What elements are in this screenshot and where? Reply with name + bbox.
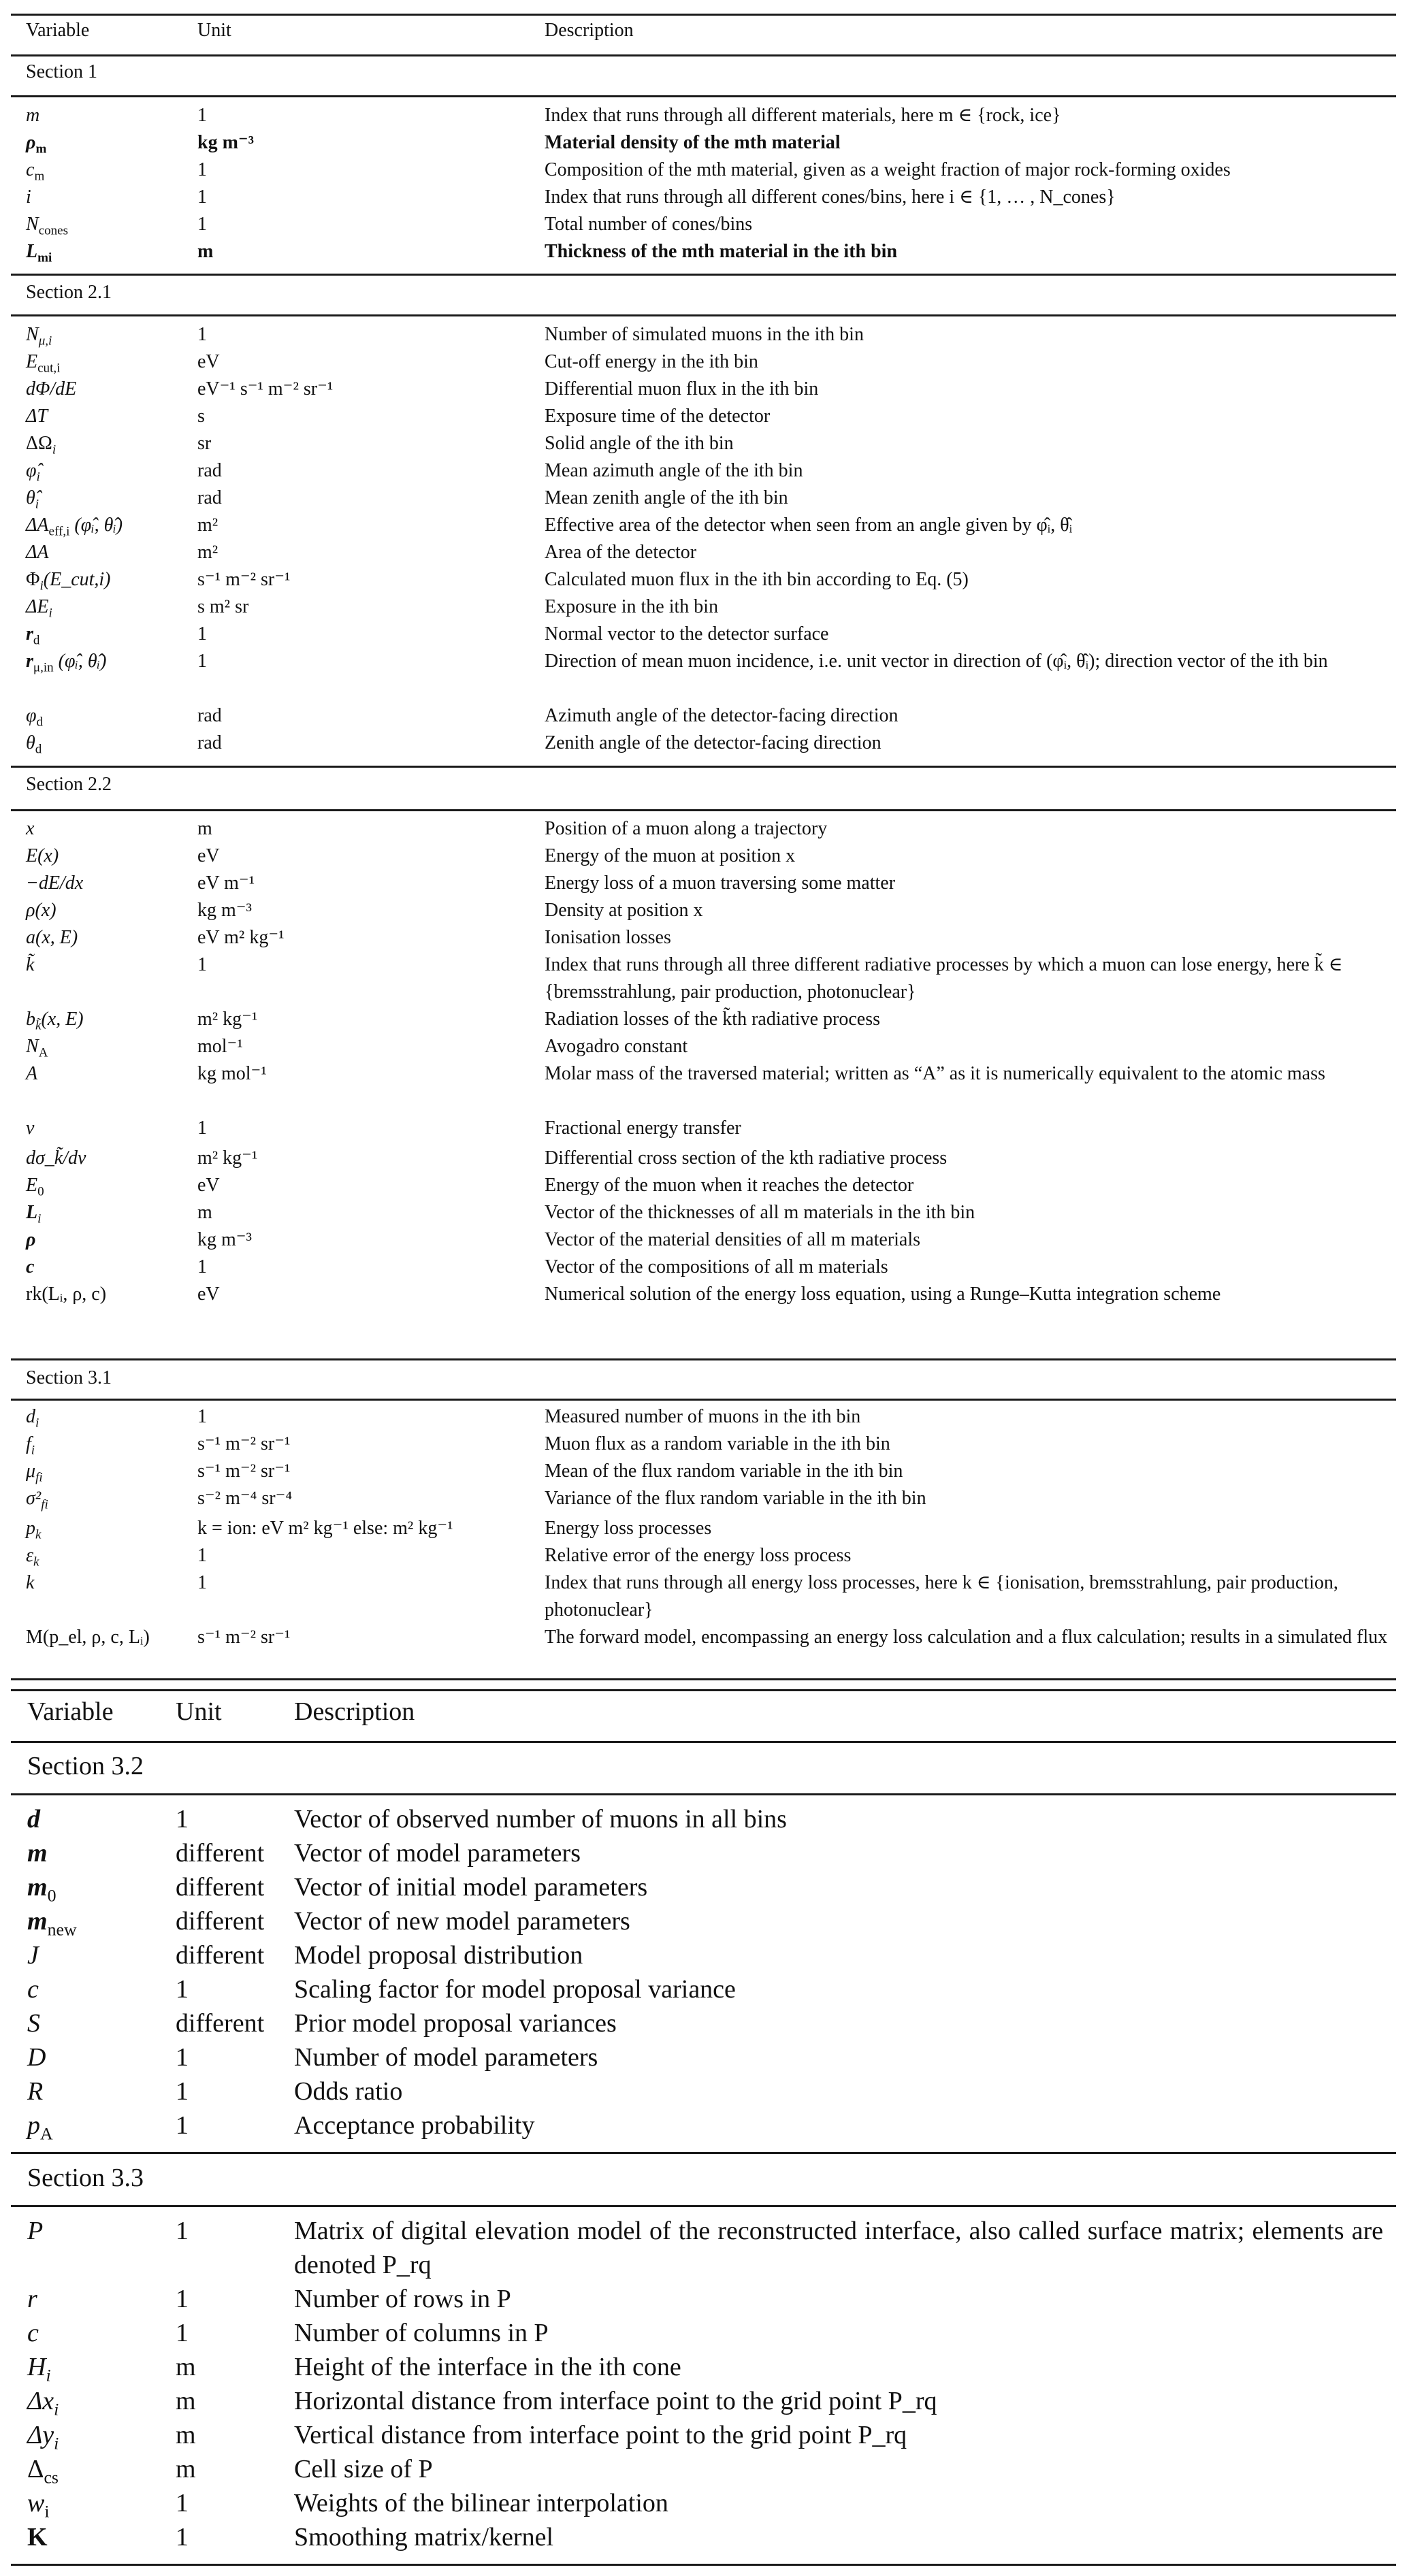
- variable-cell: $\rho_m$: [26, 132, 47, 157]
- variable-cell: ρ: [26, 1229, 36, 1250]
- unit-cell: different: [176, 2009, 265, 2038]
- description-cell: Height of the interface in the ith cone: [294, 2353, 681, 2381]
- description-cell: Acceptance probability: [294, 2111, 535, 2140]
- variable-cell: $f_i$: [26, 1433, 35, 1458]
- unit-cell: m: [176, 2421, 196, 2449]
- variable-cell: $E_{cut,i}$: [26, 351, 61, 376]
- variable-cell: c: [27, 2319, 39, 2347]
- description-cell: Fractional energy transfer: [545, 1118, 741, 1139]
- bottom-rule: [11, 2564, 1396, 2566]
- description-cell: Number of model parameters: [294, 2043, 598, 2072]
- unit-cell: eV m² kg⁻¹: [197, 927, 285, 948]
- variable-cell: ΔA: [26, 542, 49, 563]
- description-cell: Energy of the muon when it reaches the detector: [545, 1175, 914, 1196]
- description-cell: Muon flux as a random variable in the ith bin: [545, 1433, 890, 1454]
- description-cell: Index that runs through all energy loss processes, here k ∈ {ionisation, bremsstrahlung, pair production, photonuclear}: [545, 1572, 1338, 1620]
- unit-cell: rad: [197, 705, 222, 726]
- variable-cell: $\Phi_i(E\_cut,i)$: [26, 569, 111, 593]
- variable-cell: $N_A$: [26, 1036, 48, 1060]
- description-cell: Vector of the material densities of all m materials: [545, 1229, 921, 1250]
- description-cell: Calculated muon flux in the ith bin according to Eq. (5): [545, 569, 969, 590]
- unit-cell: 1: [176, 2217, 189, 2245]
- description-cell: Normal vector to the detector surface: [545, 623, 829, 645]
- unit-cell: eV: [197, 1175, 220, 1196]
- section-rule: [11, 2152, 1396, 2154]
- unit-cell: 1: [176, 1805, 189, 1833]
- description-cell: Exposure in the ith bin: [545, 596, 719, 617]
- section-rule: [11, 1358, 1396, 1360]
- description-cell: Numerical solution of the energy loss equation, using a Runge–Kutta integration scheme: [545, 1284, 1221, 1305]
- unit-cell: 1: [197, 1406, 207, 1427]
- description-cell: Differential muon flux in the ith bin: [545, 378, 819, 400]
- variable-cell: $\Delta x_i$: [27, 2387, 59, 2419]
- section-title: Section 1: [26, 61, 97, 82]
- unit-cell: 1: [176, 2285, 189, 2313]
- variable-cell: M(p_el, ρ, c, Lᵢ): [26, 1627, 150, 1648]
- variable-cell: $c_m$: [26, 159, 45, 184]
- description-cell: Odds ratio: [294, 2077, 403, 2106]
- description-cell: Area of the detector: [545, 542, 697, 563]
- description-cell: Vector of initial model parameters: [294, 1873, 648, 1902]
- unit-cell: eV⁻¹ s⁻¹ m⁻² sr⁻¹: [197, 378, 334, 400]
- unit-cell: s⁻¹ m⁻² sr⁻¹: [197, 1433, 291, 1454]
- variable-cell: $b_{k̃}(x$, E): [26, 1009, 84, 1033]
- unit-cell: m² kg⁻¹: [197, 1147, 258, 1169]
- variable-cell: $w_i$: [27, 2489, 50, 2522]
- variable-cell: c: [27, 1975, 39, 2004]
- description-cell: Solid angle of the ith bin: [545, 433, 734, 454]
- variable-cell: m: [27, 1839, 48, 1868]
- header-variable: Variable: [27, 1697, 114, 1726]
- variable-cell: $N_{cones}$: [26, 214, 69, 238]
- unit-cell: k = ion: eV m² kg⁻¹ else: m² kg⁻¹: [197, 1518, 453, 1539]
- variable-cell: x: [26, 818, 35, 839]
- description-cell: Vertical distance from interface point to the grid point P_rq: [294, 2421, 907, 2449]
- description-cell: Cut-off energy in the ith bin: [545, 351, 758, 372]
- unit-cell: 1: [197, 1256, 207, 1277]
- variable-cell: $m_{new}$: [27, 1907, 77, 1940]
- unit-cell: 1: [176, 2077, 189, 2106]
- unit-cell: 1: [197, 1572, 207, 1593]
- description-cell: Cell size of P: [294, 2455, 433, 2483]
- description-cell: The forward model, encompassing an energy loss calculation and a flux calculation; results in a simulated flux: [545, 1627, 1388, 1648]
- unit-cell: 1: [197, 623, 207, 645]
- description-cell: Number of rows in P: [294, 2285, 511, 2313]
- description-cell: Index that runs through all three different radiative processes by which a muon can lose energy, here k̃ ∈ {bremsstrahlung, pair production, photonuclear}: [545, 954, 1343, 1002]
- unit-cell: s m² sr: [197, 596, 249, 617]
- description-cell: Vector of observed number of muons in all bins: [294, 1805, 787, 1833]
- variable-cell: $p_A$: [27, 2111, 53, 2144]
- unit-cell: 1: [176, 1975, 189, 2004]
- top-rule: [11, 14, 1396, 16]
- header-description: Description: [545, 20, 634, 41]
- description-cell: Vector of the thicknesses of all m materials in the ith bin: [545, 1202, 975, 1223]
- description-cell: Matrix of digital elevation model of the reconstructed interface, also called surface matrix; elements are denoted P_rq: [294, 2217, 1383, 2279]
- unit-cell: different: [176, 1873, 265, 1902]
- description-cell: Energy of the muon at position x: [545, 845, 796, 866]
- unit-cell: sr: [197, 433, 212, 454]
- unit-cell: 1: [197, 954, 207, 975]
- description-cell: Scaling factor for model proposal variance: [294, 1975, 736, 2004]
- variable-cell: −dE/dx: [26, 873, 84, 894]
- section-rule: [11, 1399, 1396, 1401]
- unit-cell: different: [176, 1907, 265, 1936]
- description-cell: Mean of the flux random variable in the ith bin: [545, 1461, 903, 1482]
- variable-cell: K: [27, 2523, 48, 2551]
- section-rule: [11, 314, 1396, 316]
- description-cell: Index that runs through all different cones/bins, here i ∈ {1, … , N_cones}: [545, 186, 1116, 208]
- section-rule: [11, 766, 1396, 768]
- section-rule: [11, 2205, 1396, 2207]
- unit-cell: mol⁻¹: [197, 1036, 243, 1057]
- description-cell: Exposure time of the detector: [545, 406, 771, 427]
- variable-cell: A: [26, 1063, 38, 1084]
- section-title: Section 3.1: [26, 1367, 112, 1388]
- section-rule: [11, 1793, 1396, 1795]
- unit-cell: s⁻¹ m⁻² sr⁻¹: [197, 1627, 291, 1648]
- section-title: Section 3.3: [27, 2164, 144, 2192]
- variable-cell: $p_k$: [26, 1518, 42, 1542]
- description-cell: Composition of the mth material, given as a weight fraction of major rock-forming oxides: [545, 159, 1231, 180]
- variable-cell: $\Delta y_i$: [27, 2421, 59, 2453]
- description-cell: Azimuth angle of the detector-facing direction: [545, 705, 899, 726]
- variable-cell: k̃: [26, 954, 35, 975]
- unit-cell: eV: [197, 1284, 220, 1305]
- unit-cell: eV: [197, 351, 220, 372]
- variable-cell: $r_{\mu,in}$ (φ̂ᵢ, θ̂ᵢ): [26, 651, 107, 675]
- variable-cell: $\Delta_{cs}$: [27, 2455, 59, 2488]
- description-cell: Relative error of the energy loss process: [545, 1545, 852, 1566]
- variable-cell: rk(Lᵢ, ρ, c): [26, 1284, 107, 1305]
- description-cell: Direction of mean muon incidence, i.e. unit vector in direction of (φ̂ᵢ, θ̂ᵢ); direction vector of the ith bin: [545, 651, 1328, 672]
- header-rule: [11, 1741, 1396, 1743]
- unit-cell: 1: [197, 214, 207, 235]
- unit-cell: 1: [176, 2523, 189, 2551]
- description-cell: Prior model proposal variances: [294, 2009, 617, 2038]
- section-rule: [11, 95, 1396, 97]
- variable-cell: $m_0$: [27, 1873, 56, 1906]
- variable-cell: k: [26, 1572, 35, 1593]
- variable-cell: a(x, E): [26, 927, 78, 948]
- unit-cell: 1: [197, 324, 207, 345]
- section-title: Section 2.2: [26, 774, 112, 795]
- top-rule: [11, 1689, 1396, 1691]
- variable-cell: $d_i$: [26, 1406, 39, 1431]
- unit-cell: eV: [197, 845, 220, 866]
- description-cell: Avogadro constant: [545, 1036, 688, 1057]
- unit-cell: s⁻² m⁻⁴ sr⁻⁴: [197, 1488, 293, 1509]
- unit-cell: s⁻¹ m⁻² sr⁻¹: [197, 569, 291, 590]
- description-cell: Zenith angle of the detector-facing direction: [545, 732, 882, 753]
- description-cell: Position of a muon along a trajectory: [545, 818, 828, 839]
- variable-cell: S: [27, 2009, 40, 2038]
- variable-cell: $\theta_d$: [26, 732, 42, 757]
- unit-cell: different: [176, 1941, 265, 1970]
- variable-cell: c: [26, 1256, 35, 1277]
- unit-cell: kg m⁻³: [197, 900, 252, 921]
- description-cell: Effective area of the detector when seen from an angle given by φ̂ᵢ, θ̂ᵢ: [545, 515, 1073, 536]
- header-description: Description: [294, 1697, 415, 1726]
- section-rule: [11, 809, 1396, 811]
- unit-cell: 1: [197, 1118, 207, 1139]
- description-cell: Energy loss processes: [545, 1518, 712, 1539]
- variable-cell: $\thetâ_i$: [26, 487, 39, 512]
- variable-cell: $N_{\mu,i}$: [26, 324, 52, 348]
- section-rule: [11, 274, 1396, 276]
- description-cell: Smoothing matrix/kernel: [294, 2523, 554, 2551]
- variable-cell: dσ_k̃/dν: [26, 1147, 86, 1169]
- variable-cell: $\varepsilon_k$: [26, 1545, 39, 1569]
- unit-cell: 1: [176, 2489, 189, 2517]
- header-rule: [11, 54, 1396, 56]
- variable-cell: $\mu_{fi}$: [26, 1461, 43, 1485]
- description-cell: Model proposal distribution: [294, 1941, 583, 1970]
- unit-cell: s: [197, 406, 205, 427]
- unit-cell: 1: [197, 651, 207, 672]
- variable-cell: J: [27, 1941, 39, 1970]
- unit-cell: rad: [197, 732, 222, 753]
- variable-cell: m: [26, 105, 40, 126]
- description-cell: Thickness of the mth material in the ith bin: [545, 241, 898, 262]
- unit-cell: s⁻¹ m⁻² sr⁻¹: [197, 1461, 291, 1482]
- description-cell: Index that runs through all different materials, here m ∈ {rock, ice}: [545, 105, 1061, 126]
- unit-cell: m²: [197, 515, 219, 536]
- unit-cell: m: [197, 818, 212, 839]
- variable-cell: i: [26, 186, 31, 208]
- description-cell: Material density of the mth material: [545, 132, 841, 153]
- unit-cell: rad: [197, 460, 222, 481]
- description-cell: Number of simulated muons in the ith bin: [545, 324, 864, 345]
- variable-cell: $\varphî_i$: [26, 460, 40, 485]
- variable-cell: ρ(x): [26, 900, 56, 921]
- variable-cell: $H_i$: [27, 2353, 51, 2385]
- section-title: Section 2.1: [26, 282, 112, 303]
- variable-cell: E(x): [26, 845, 59, 866]
- description-cell: Radiation losses of the k̃th radiative process: [545, 1009, 880, 1030]
- unit-cell: m: [197, 241, 214, 262]
- header-unit: Unit: [197, 20, 231, 41]
- variable-cell: $\Delta\Omega_i$: [26, 433, 56, 457]
- description-cell: Differential cross section of the kth radiative process: [545, 1147, 948, 1169]
- description-cell: Horizontal distance from interface point to the grid point P_rq: [294, 2387, 937, 2415]
- description-cell: Total number of cones/bins: [545, 214, 753, 235]
- description-cell: Vector of model parameters: [294, 1839, 581, 1868]
- unit-cell: rad: [197, 487, 222, 508]
- unit-cell: m: [197, 1202, 212, 1223]
- variable-cell: $\Delta E_i$: [26, 596, 52, 621]
- description-cell: Number of columns in P: [294, 2319, 549, 2347]
- unit-cell: eV m⁻¹: [197, 873, 255, 894]
- variable-cell: d: [27, 1805, 40, 1833]
- unit-cell: different: [176, 1839, 265, 1868]
- description-cell: Energy loss of a muon traversing some matter: [545, 873, 896, 894]
- unit-cell: m²: [197, 542, 219, 563]
- variable-cell: dΦ/dE: [26, 378, 77, 400]
- unit-cell: 1: [197, 159, 207, 180]
- header-unit: Unit: [176, 1697, 222, 1726]
- unit-cell: 1: [197, 105, 207, 126]
- variable-cell: r: [27, 2285, 37, 2313]
- variable-cell: D: [27, 2043, 46, 2072]
- unit-cell: 1: [176, 2111, 189, 2140]
- description-cell: Mean zenith angle of the ith bin: [545, 487, 788, 508]
- bottom-rule: [11, 1678, 1396, 1680]
- unit-cell: m: [176, 2387, 196, 2415]
- description-cell: Molar mass of the traversed material; written as “A” as it is numerically equivalent to the atomic mass: [545, 1063, 1325, 1084]
- variable-cell: P: [27, 2217, 44, 2245]
- description-cell: Variance of the flux random variable in the ith bin: [545, 1488, 926, 1509]
- description-cell: Vector of new model parameters: [294, 1907, 630, 1936]
- variable-cell: ΔT: [26, 406, 48, 427]
- unit-cell: kg m⁻³: [197, 1229, 252, 1250]
- unit-cell: kg mol⁻¹: [197, 1063, 267, 1084]
- variable-cell: $\varphi_d$: [26, 705, 44, 730]
- variable-cell: $L_i$: [26, 1202, 42, 1226]
- unit-cell: 1: [176, 2043, 189, 2072]
- unit-cell: m: [176, 2353, 196, 2381]
- unit-cell: m² kg⁻¹: [197, 1009, 258, 1030]
- variable-cell: $r_d$: [26, 623, 40, 648]
- description-cell: Measured number of muons in the ith bin: [545, 1406, 861, 1427]
- variable-cell: R: [27, 2077, 44, 2106]
- description-cell: Vector of the compositions of all m materials: [545, 1256, 888, 1277]
- unit-cell: 1: [197, 1545, 207, 1566]
- section-title: Section 3.2: [27, 1752, 144, 1780]
- unit-cell: 1: [176, 2319, 189, 2347]
- variable-cell: $\Delta A_{eff,i}$ (φ̂ᵢ, θ̂ᵢ): [26, 515, 123, 539]
- header-variable: Variable: [26, 20, 90, 41]
- variable-cell: ν: [26, 1118, 35, 1139]
- variable-cell: $\sigma^2_{fi}$: [26, 1488, 48, 1512]
- unit-cell: 1: [197, 186, 207, 208]
- variable-cell: $L_{mi}$: [26, 241, 52, 265]
- description-cell: Ionisation losses: [545, 927, 671, 948]
- unit-cell: m: [176, 2455, 196, 2483]
- description-cell: Mean azimuth angle of the ith bin: [545, 460, 803, 481]
- variable-cell: $E_0$: [26, 1175, 44, 1199]
- unit-cell: kg m⁻³: [197, 132, 255, 153]
- description-cell: Density at position x: [545, 900, 703, 921]
- description-cell: Weights of the bilinear interpolation: [294, 2489, 668, 2517]
